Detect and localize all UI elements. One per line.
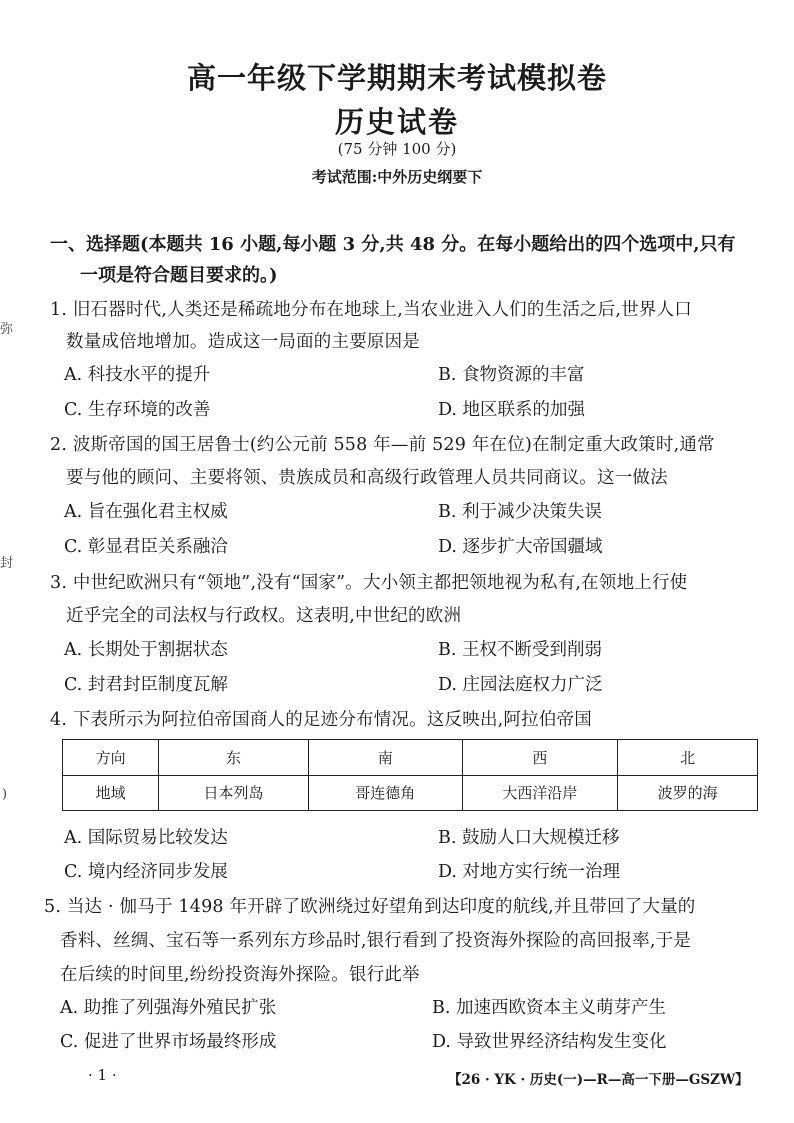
paper-code: 【26 · YK · 历史(一)—R—高一下册—GSZW】 <box>448 1072 749 1088</box>
question-1-line2: 数量成倍地增加。造成这一局面的主要原因是 <box>66 332 420 352</box>
exam-subject: 历史试卷 <box>334 105 459 139</box>
question-4-option-d: D. 对地方实行统一治理 <box>438 862 621 882</box>
question-5-line2: 香料、丝绸、宝石等一系列东方珍品时,银行看到了投资海外探险的高回报率,于是 <box>60 931 692 951</box>
question-4-option-c: C. 境内经济同步发展 <box>64 862 228 882</box>
question-4-option-b: B. 鼓励人口大规模迁移 <box>438 828 620 848</box>
table-cell: 北 <box>618 740 758 776</box>
question-2-line1: 2. 波斯帝国的国王居鲁士(约公元前 558 年—前 529 年在位)在制定重大政策时,通常 <box>50 435 715 455</box>
page-number: · 1 · <box>88 1066 117 1084</box>
question-2-option-a: A. 旨在强化君主权威 <box>64 502 228 522</box>
table-row <box>63 740 758 776</box>
question-3-option-b: B. 王权不断受到削弱 <box>438 640 602 660</box>
table-cell: 西 <box>462 740 618 776</box>
question-2-option-c: C. 彰显君臣关系融洽 <box>64 537 228 557</box>
question-2-option-b: B. 利于减少决策失误 <box>438 502 602 522</box>
table-cell: 大西洋沿岸 <box>462 775 618 811</box>
exam-duration-score: (75 分钟 100 分) <box>337 140 457 158</box>
question-3-option-d: D. 庄园法庭权力广泛 <box>438 675 603 695</box>
question-4-line1: 4. 下表所示为阿拉伯帝国商人的足迹分布情况。这反映出,阿拉伯帝国 <box>50 710 592 730</box>
question-1-option-c: C. 生存环境的改善 <box>64 400 211 420</box>
question-1-line1: 1. 旧石器时代,人类还是稀疏地分布在地球上,当农业进入人们的生活之后,世界人口 <box>50 300 692 320</box>
table-cell: 地域 <box>63 775 159 811</box>
question-1-option-d: D. 地区联系的加强 <box>438 400 586 420</box>
margin-mark-3: ) <box>2 787 8 802</box>
question-3-line2: 近乎完全的司法权与行政权。这表明,中世纪的欧洲 <box>66 606 462 626</box>
question-5-line1: 5. 当达 · 伽马于 1498 年开辟了欧洲绕过好望角到达印度的航线,并且带回了大量的 <box>44 897 696 917</box>
margin-mark-1: 弥 <box>0 322 14 337</box>
section-heading-line2: 一项是符合题目要求的。) <box>80 265 278 286</box>
question-5-option-b: B. 加速西欧资本主义萌芽产生 <box>432 998 666 1018</box>
section-heading-line1: 一、选择题(本题共 16 小题,每小题 3 分,共 48 分。在每小题给出的四个选项中,只有 <box>50 234 736 255</box>
question-5-option-a: A. 助推了列强海外殖民扩张 <box>60 998 277 1018</box>
question-2-line2: 要与他的顾问、主要将领、贵族成员和高级行政管理人员共同商议。这一做法 <box>66 468 668 488</box>
exam-scope: 考试范围:中外历史纲要下 <box>311 168 483 186</box>
margin-mark-2: 封 <box>0 556 14 571</box>
question-3-option-a: A. 长期处于割据状态 <box>64 640 228 660</box>
table-cell: 哥连德角 <box>308 775 462 811</box>
question-1-option-a: A. 科技水平的提升 <box>64 365 211 385</box>
question-4-option-a: A. 国际贸易比较发达 <box>64 828 228 848</box>
question-5-option-d: D. 导致世界经济结构发生变化 <box>432 1032 667 1052</box>
question-1-option-b: B. 食物资源的丰富 <box>438 365 585 385</box>
table-cell: 东 <box>159 740 309 776</box>
question-3-line1: 3. 中世纪欧洲只有“领地”,没有“国家”。大小领主都把领地视为私有,在领地上行使 <box>50 573 688 593</box>
table-cell: 南 <box>308 740 462 776</box>
question-3-option-c: C. 封君封臣制度瓦解 <box>64 675 228 695</box>
question-2-option-d: D. 逐步扩大帝国疆域 <box>438 537 603 557</box>
question-5-option-c: C. 促进了世界市场最终形成 <box>60 1032 277 1052</box>
table-cell: 方向 <box>63 740 159 776</box>
merchant-region-table <box>62 739 758 811</box>
table-cell: 波罗的海 <box>618 775 758 811</box>
exam-title: 高一年级下学期期末考试模拟卷 <box>186 61 607 95</box>
table-cell: 日本列岛 <box>159 775 309 811</box>
question-5-line3: 在后续的时间里,纷纷投资海外探险。银行此举 <box>60 965 420 985</box>
table-row <box>63 775 758 811</box>
